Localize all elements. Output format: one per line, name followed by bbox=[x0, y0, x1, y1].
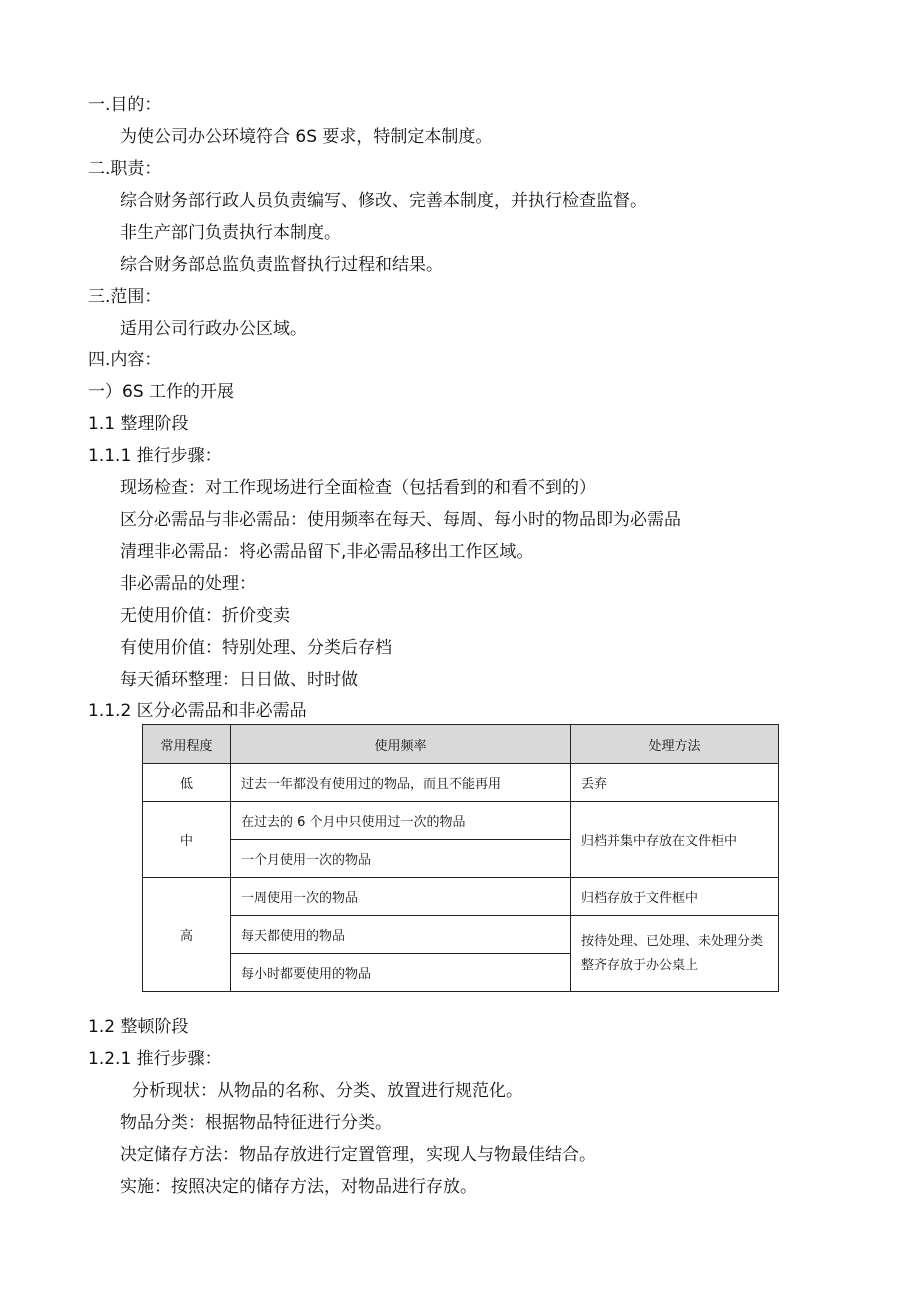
duty-line: 综合财务部总监负责监督执行过程和结果。 bbox=[120, 255, 443, 275]
section-heading-duties: 二.职责： bbox=[88, 159, 162, 179]
section-heading-purpose: 一.目的： bbox=[88, 95, 162, 115]
frequency-cell: 一周使用一次的物品 bbox=[231, 878, 571, 916]
scope-text: 适用公司行政办公区域。 bbox=[120, 319, 307, 339]
subsection-heading: 1.2 整顿阶段 bbox=[88, 1017, 189, 1037]
frequency-cell: 在过去的 6 个月中只使用过一次的物品 bbox=[231, 802, 571, 840]
step-line: 实施：按照决定的储存方法，对物品进行存放。 bbox=[120, 1177, 477, 1197]
step-line: 每天循环整理：日日做、时时做 bbox=[120, 670, 358, 690]
level-cell: 低 bbox=[143, 764, 231, 802]
subsection-heading: 一）6S 工作的开展 bbox=[88, 382, 235, 402]
method-line: 按待处理、已处理、未处理分类 bbox=[581, 933, 764, 949]
step-line: 区分必需品与非必需品：使用频率在每天、每周、每小时的物品即为必需品 bbox=[120, 510, 681, 530]
table-header-cell: 处理方法 bbox=[571, 725, 779, 764]
subsection-heading: 1.1.1 推行步骤： bbox=[88, 446, 222, 466]
step-line: 分析现状：从物品的名称、分类、放置进行规范化。 bbox=[132, 1081, 523, 1101]
step-line: 非必需品的处理： bbox=[120, 574, 256, 594]
table-row bbox=[143, 916, 779, 954]
sorting-rules-table bbox=[142, 724, 779, 992]
table-header-cell: 常用程度 bbox=[143, 725, 231, 764]
level-cell: 中 bbox=[143, 802, 231, 878]
frequency-cell: 每小时都要使用的物品 bbox=[231, 954, 571, 992]
step-line: 现场检查：对工作现场进行全面检查（包括看到的和看不到的） bbox=[120, 478, 596, 498]
duty-line: 综合财务部行政人员负责编写、修改、完善本制度，并执行检查监督。 bbox=[120, 191, 647, 211]
method-cell: 丢弃 bbox=[571, 764, 779, 802]
table-row bbox=[143, 878, 779, 916]
frequency-cell: 每天都使用的物品 bbox=[231, 916, 571, 954]
section-heading-scope: 三.范围： bbox=[88, 287, 162, 307]
duty-line: 非生产部门负责执行本制度。 bbox=[120, 223, 341, 243]
level-cell: 高 bbox=[143, 878, 231, 992]
step-line: 有使用价值：特别处理、分类后存档 bbox=[120, 638, 392, 658]
frequency-cell: 过去一年都没有使用过的物品，而且不能再用 bbox=[231, 764, 571, 802]
table-row bbox=[143, 802, 779, 840]
frequency-cell: 一个月使用一次的物品 bbox=[231, 840, 571, 878]
subsection-heading: 1.1.2 区分必需品和非必需品 bbox=[88, 701, 307, 721]
method-cell bbox=[571, 916, 779, 992]
step-line: 决定储存方法：物品存放进行定置管理，实现人与物最佳结合。 bbox=[120, 1145, 596, 1165]
method-cell: 归档存放于文件框中 bbox=[571, 878, 779, 916]
step-line: 物品分类：根据物品特征进行分类。 bbox=[120, 1113, 392, 1133]
method-line: 整齐存放于办公桌上 bbox=[581, 957, 699, 973]
method-cell: 归档并集中存放在文件柜中 bbox=[571, 802, 779, 878]
section-heading-content: 四.内容： bbox=[88, 350, 162, 370]
subsection-heading: 1.2.1 推行步骤： bbox=[88, 1049, 222, 1069]
table-row bbox=[143, 764, 779, 802]
step-line: 无使用价值：折价变卖 bbox=[120, 606, 290, 626]
table-header-row bbox=[143, 725, 779, 764]
purpose-text: 为使公司办公环境符合 6S 要求，特制定本制度。 bbox=[120, 127, 493, 147]
subsection-heading: 1.1 整理阶段 bbox=[88, 414, 189, 434]
table-header-cell: 使用频率 bbox=[231, 725, 571, 764]
step-line: 清理非必需品：将必需品留下,非必需品移出工作区域。 bbox=[120, 542, 534, 562]
